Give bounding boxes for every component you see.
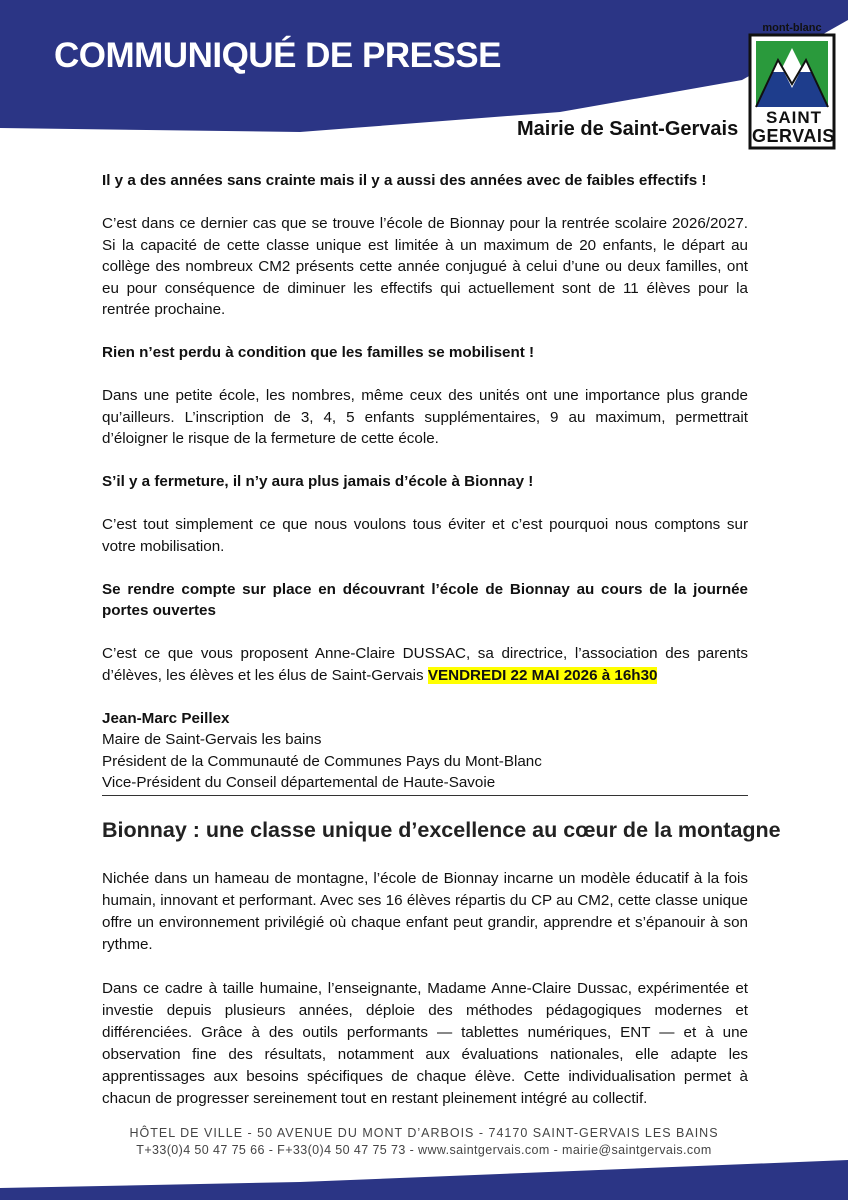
press-body	[102, 170, 748, 794]
footer-address	[0, 1125, 848, 1159]
closure-warning: S’il y a fermeture, il n’y aura plus jamais d’école à Bionnay !	[102, 473, 534, 490]
footer-line-address: HÔTEL DE VILLE - 50 AVENUE DU MONT D’ARBOIS - 74170 SAINT-GERVAIS LES BAINS	[129, 1126, 719, 1140]
section-paragraph-1: Nichée dans un hameau de montagne, l’école de Bionnay incarne un modèle éducatif à la fois humain, innovant et performant. Avec ses 16 élèves répartis du CP au CM2, cette classe unique offre un environnement privilégié où chaque enfant peut grandir, apprendre et s’épanouir à son rythme.	[102, 870, 748, 953]
logo-saint: SAINT	[766, 108, 822, 127]
section-divider	[102, 795, 748, 796]
signature-name: Jean-Marc Peillex	[102, 709, 230, 727]
signature-line-3: Vice-Président du Conseil départemental de Haute-Savoie	[102, 774, 496, 791]
footer-line-contact: T+33(0)4 50 47 75 66 - F+33(0)4 50 47 75 73 - www.saintgervais.com - mairie@saintgervais.com	[136, 1143, 712, 1157]
section-body	[102, 868, 748, 1132]
logo-gervais: GERVAIS	[752, 126, 835, 146]
paragraph-avoid: C’est tout simplement ce que nous voulons tous éviter et c’est pourquoi nous comptons sur votre mobilisation.	[102, 516, 748, 555]
section-paragraph-2: Dans ce cadre à taille humaine, l’enseignante, Madame Anne-Claire Dussac, expérimentée et investie depuis plusieurs années, déploie des méthodes pédagogiques modernes et différenciées. Grâce à des outils performants — tablettes numériques, ENT — et à une observation fine des résultats, notamment aux évaluations nationales, elle adapte les apprentissages aux besoins spécifiques de chaque élève. Cette individualisation permet à chacun de progresser sereinement tout en restant pleinement intégré au collectif.	[102, 980, 748, 1107]
open-day-heading: Se rendre compte sur place en découvrant l’école de Bionnay au cours de la journée portes ouvertes	[102, 580, 748, 619]
logo-top-text: mont-blanc	[762, 22, 822, 34]
header-subtitle: Mairie de Saint-Gervais	[517, 118, 739, 140]
signature-line-2: Président de la Communauté de Communes Pays du Mont-Blanc	[102, 752, 542, 770]
mobilisation-heading: Rien n’est perdu à condition que les familles se mobilisent !	[102, 344, 535, 361]
intro-heading: Il y a des années sans crainte mais il y a aussi des années avec de faibles effectifs !	[102, 172, 707, 189]
page-title: COMMUNIQUÉ DE PRESSE	[54, 36, 501, 75]
paragraph-invitation	[102, 643, 748, 686]
signature-line-1: Maire de Saint-Gervais les bains	[102, 731, 322, 748]
section-title: Bionnay : une classe unique d’excellence au cœur de la montagne	[102, 818, 781, 842]
event-date-highlight: VENDREDI 22 MAI 2026 à 16h30	[427, 666, 658, 684]
paragraph-numbers: Dans une petite école, les nombres, même ceux des unités ont une importance plus grande qu’ailleurs. L’inscription de 3, 4, 5 enfants supplémentaires, 9 au maximum, permettrait d’éloigner le risque de la fermeture de cette école.	[102, 387, 748, 447]
paragraph-situation: C’est dans ce dernier cas que se trouve l’école de Bionnay pour la rentrée scolaire 2026/2027. Si la capacité de cette classe unique est limitée à un maximum de 20 enfants, le départ au collège des nombreux CM2 présents cette année conjugué à celui d’une ou deux familles, ont eu pour conséquence de diminuer les effectifs qui actuellement sont de 11 élèves pour la rentrée prochaine.	[102, 215, 748, 318]
invitation-text: C’est ce que vous proposent Anne-Claire DUSSAC, sa directrice, l’association des parents d’élèves, les élèves et les élus de Saint-Gervais	[102, 645, 748, 684]
footer-band	[0, 1160, 848, 1200]
saint-gervais-logo	[748, 22, 836, 150]
